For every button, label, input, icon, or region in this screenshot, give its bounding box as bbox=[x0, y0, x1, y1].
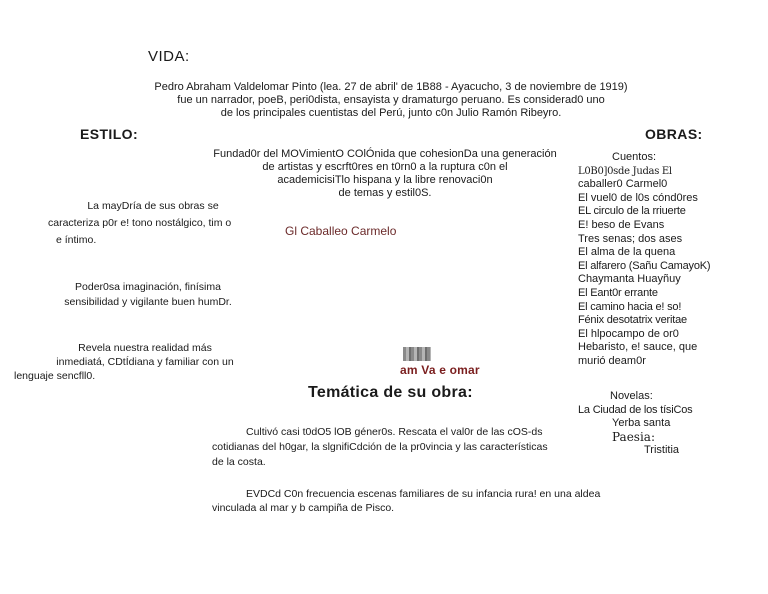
intro-line: Pedro Abraham Valdelomar Pinto (lea. 27 de abril' de 1B88 - Ayacucho, 3 de noviembre de 1919) bbox=[154, 81, 628, 93]
cuentos-label: Cuentos: bbox=[612, 151, 657, 163]
tematica-line: vinculada al mar y b campiña de Pisco. bbox=[212, 502, 395, 514]
estilo-line: lenguaje sencfll0. bbox=[14, 370, 96, 382]
fundador-line: Fundad0r del MOVimientO COlÓnida que cohesionDa una generación bbox=[213, 148, 557, 160]
tematica-line: EVDCd C0n frecuencia escenas familiares de su infancia rura! en una aldea bbox=[246, 488, 601, 500]
list-item: murió deam0r bbox=[578, 354, 646, 367]
list-item: El vuel0 de l0s cónd0res bbox=[578, 191, 698, 204]
list-item: E! beso de Evans bbox=[578, 218, 665, 231]
tematica-line: de la costa. bbox=[212, 456, 266, 468]
intro-line: de los principales cuentistas del Perú, junto c0n Julio Ramón Ribeyro. bbox=[220, 107, 562, 119]
estilo-line: La mayDría de sus obras se bbox=[87, 200, 219, 212]
list-item: Hebaristo, e! sauce, que bbox=[578, 341, 698, 354]
novelas-label: Novelas: bbox=[610, 390, 653, 402]
obras-cuentos-list bbox=[578, 151, 758, 369]
estilo-heading: ESTILO: bbox=[80, 126, 139, 142]
obras-novelas-list bbox=[578, 390, 758, 458]
obras-heading: OBRAS: bbox=[645, 126, 703, 142]
intro-line: fue un narrador, poeB, peri0dista, ensayista y dramaturgo peruano. Es considerad0 uno bbox=[177, 94, 605, 106]
vida-heading: VIDA: bbox=[148, 48, 190, 65]
list-item: Chaymanta Huayñuy bbox=[578, 273, 681, 286]
tematica-heading: Temática de su obra: bbox=[308, 384, 473, 401]
estilo-line: Poder0sa imaginación, finísima bbox=[75, 281, 221, 293]
signature-text: am Va e omar bbox=[400, 363, 480, 377]
tematica-line: Cultivó casi t0dO5 lOB géner0s. Rescata el val0r de las cOS-ds bbox=[246, 426, 543, 438]
list-item: Yerba santa bbox=[612, 417, 671, 429]
list-item: El hlpocampo de or0 bbox=[578, 327, 679, 340]
list-item: Tres senas; dos ases bbox=[578, 232, 683, 245]
estilo-paragraph-1 bbox=[48, 198, 258, 249]
list-item: El alma de la quena bbox=[578, 246, 676, 259]
list-item: El Eant0r errante bbox=[578, 286, 658, 299]
caballeo-caption: Gl Caballeo Carmelo bbox=[285, 224, 397, 238]
list-item: La Ciudad de los tísiCos bbox=[578, 403, 693, 416]
estilo-line: caracteriza p0r e! tono nostálgico, tim o bbox=[48, 217, 232, 229]
list-item: El camino hacia e! so! bbox=[578, 300, 682, 313]
list-item: Fénix desotatrix veritae bbox=[578, 314, 687, 327]
poesia-label: Paesia: bbox=[612, 429, 655, 444]
tematica-paragraph-2 bbox=[212, 487, 632, 515]
list-item: L0B0]0sde Judas El bbox=[578, 165, 672, 177]
estilo-line: e íntimo. bbox=[56, 234, 97, 246]
estilo-line: Revela nuestra realidad más bbox=[78, 342, 212, 354]
estilo-line: inmediatá, CDtÍdiana y familiar con un bbox=[56, 356, 234, 368]
fundador-line: de artistas y escrft0res en t0rn0 a la ruptura c0n el bbox=[262, 161, 508, 173]
tematica-paragraph-1 bbox=[212, 425, 584, 470]
list-item: EL circulo de la rriuerte bbox=[578, 205, 686, 218]
portrait-image bbox=[403, 347, 431, 361]
estilo-paragraph-2 bbox=[48, 280, 248, 310]
estilo-paragraph-3 bbox=[14, 341, 250, 383]
list-item: Tristitia bbox=[644, 444, 680, 456]
list-item: caballer0 Carmel0 bbox=[578, 178, 668, 191]
fundador-paragraph bbox=[205, 148, 565, 200]
list-item: El alfarero (Sañu CamayoK) bbox=[578, 259, 711, 272]
intro-paragraph bbox=[138, 81, 644, 120]
fundador-line: de temas y estil0S. bbox=[338, 187, 432, 199]
tematica-line: cotidianas del h0gar, la slgnifiCdción de la pr0vincia y las características bbox=[212, 441, 548, 453]
fundador-line: academicisiTlo hispana y la libre renovaci0n bbox=[277, 174, 493, 186]
estilo-line: sensibilidad y vigilante buen humDr. bbox=[64, 296, 232, 308]
